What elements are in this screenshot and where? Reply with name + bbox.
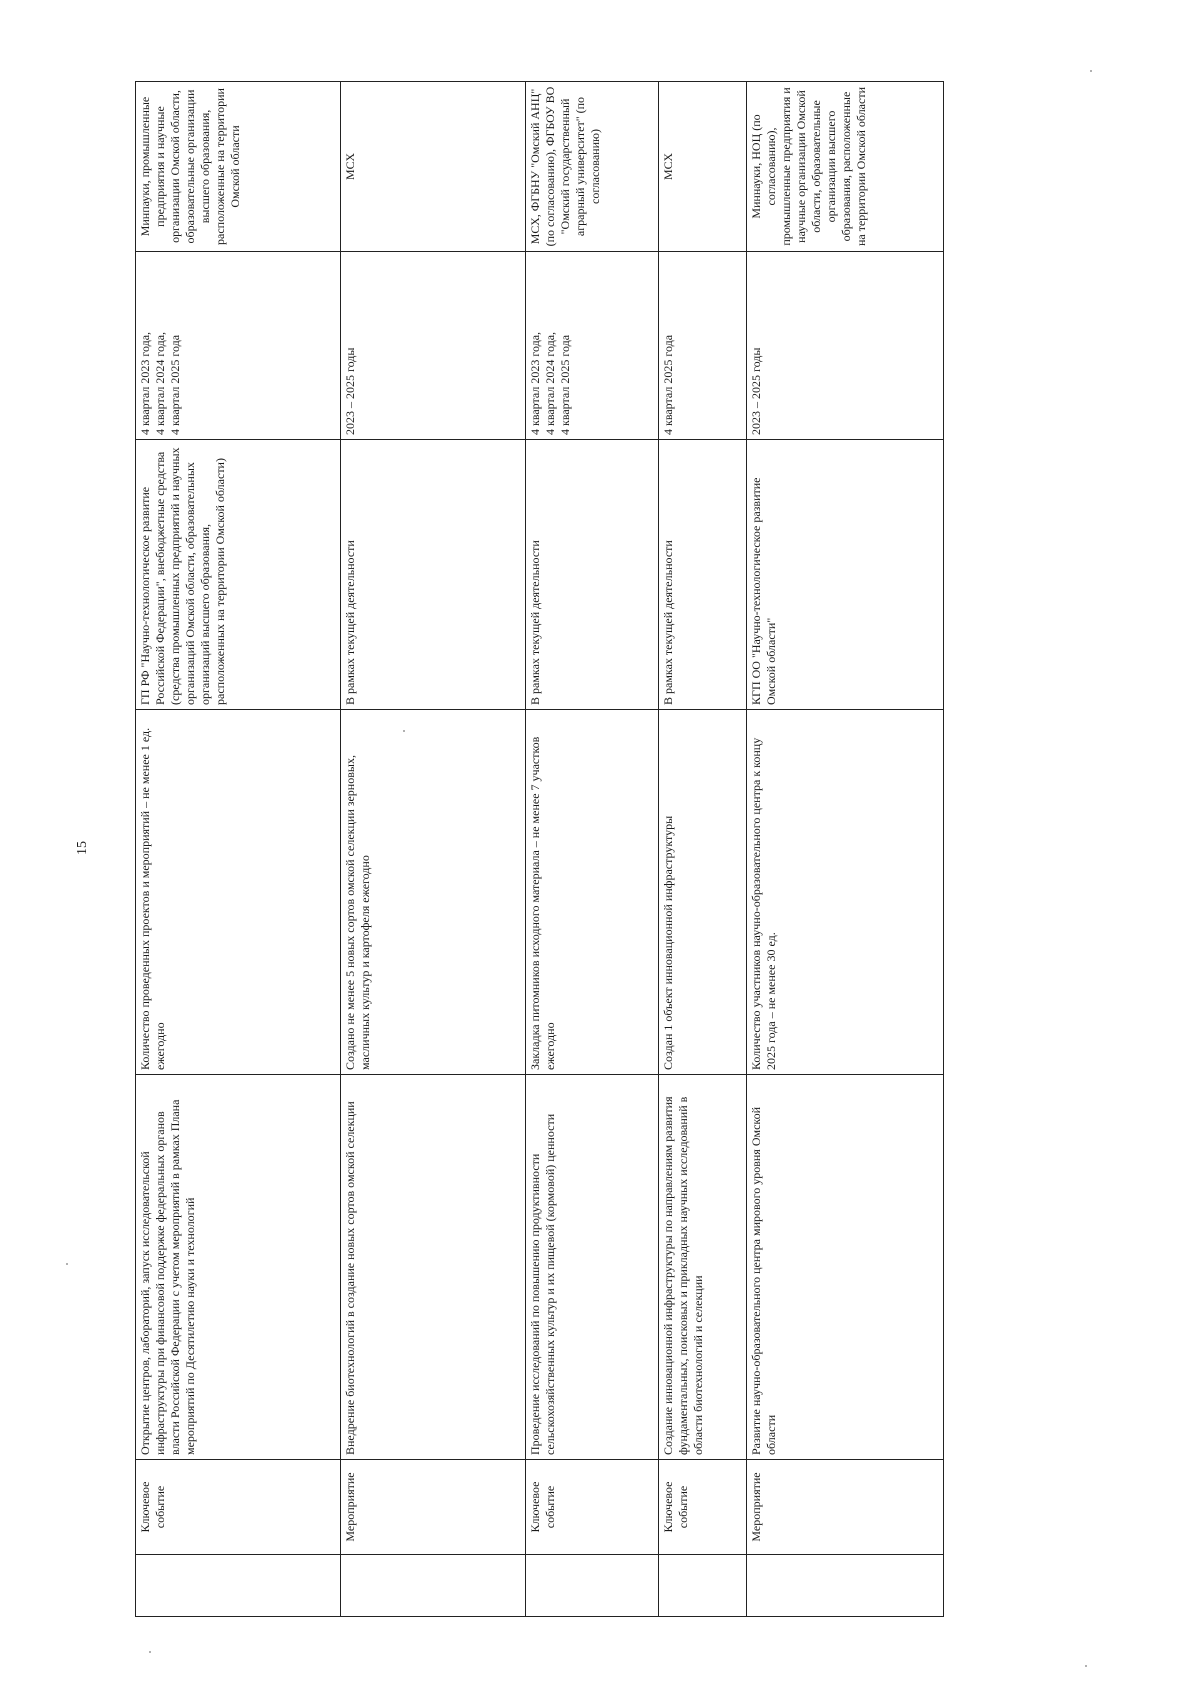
row-responsible: МСХ, ФГБНУ "Омский АНЦ" (по согласованию), ФГБОУ ВО "Омский государственный аграрный университет" (по согласованию) xyxy=(526,82,659,252)
scan-speck xyxy=(149,1651,151,1653)
row-timing xyxy=(659,252,747,440)
row-indicator: Количество проведенных проектов и мероприятий – не менее 1 ед. ежегодно xyxy=(136,710,341,1075)
row-number-cell xyxy=(747,1555,944,1617)
table-row xyxy=(136,82,341,1617)
row-responsible: Миннауки, НОЦ (по согласованию), промышленные предприятия и научные организации Омской области, образовательные организации высшего образования, расположенные на территории Омской области xyxy=(747,82,944,252)
row-timing xyxy=(136,252,341,440)
row-type: Ключевое событие xyxy=(526,1460,659,1555)
scan-speck xyxy=(1090,70,1092,72)
row-indicator: Создано не менее 5 новых сортов омской селекции зерновых, масличных культур и картофеля ежегодно xyxy=(341,710,526,1075)
timing-line: 4 квартал 2024 года, xyxy=(543,331,557,435)
row-name: Развитие научно-образовательного центра мирового уровня Омской области xyxy=(747,1075,944,1460)
row-responsible: Минпауки, промышленные предприятия и научные организации Омской области, образовательные организации высшего образования, расположенные на территории Омской области xyxy=(136,82,341,252)
row-source: В рамках текущей деятельности xyxy=(659,440,747,710)
row-timing xyxy=(526,252,659,440)
row-source: КГП ОО "Научно-технологическое развитие Омской области" xyxy=(747,440,944,710)
timing-line: 4 квартал 2023 года, xyxy=(528,331,542,435)
row-timing xyxy=(747,252,944,440)
row-type: Мероприятие xyxy=(747,1460,944,1555)
row-responsible: МСХ xyxy=(341,82,526,252)
row-source: В рамках текущей деятельности xyxy=(526,440,659,710)
row-number-cell xyxy=(526,1555,659,1617)
timing-line: 2023 – 2025 годы xyxy=(343,347,357,435)
row-number-cell xyxy=(136,1555,341,1617)
row-indicator: Закладка питомников исходного материала – не менее 7 участков ежегодно xyxy=(526,710,659,1075)
row-name: Создание инновационной инфраструктуры по направлениям развития фундаментальных, поисковых и прикладных научных исследований в области биотехнологий и селекции xyxy=(659,1075,747,1460)
row-type: Ключевое событие xyxy=(659,1460,747,1555)
timing-line: 4 квартал 2024 года, xyxy=(153,331,167,435)
scan-speck xyxy=(403,730,405,732)
row-number-cell xyxy=(659,1555,747,1617)
row-timing xyxy=(341,252,526,440)
timing-line: 2023 – 2025 годы xyxy=(749,347,763,435)
row-indicator: Количество участников научно-образовательного центра к концу 2025 года – не менее 30 ед. xyxy=(747,710,944,1075)
timing-line: 4 квартал 2025 года xyxy=(558,334,572,435)
scan-speck xyxy=(66,1263,68,1265)
row-name: Проведение исследований по повышению продуктивности сельскохозяйственных культур и их пищевой (кормовой) ценности xyxy=(526,1075,659,1460)
timing-line: 4 квартал 2025 года xyxy=(661,334,675,435)
table-row xyxy=(659,82,747,1617)
row-indicator: Создан 1 объект инновационной инфраструктуры xyxy=(659,710,747,1075)
row-name: Внедрение биотехнологий в создание новых сортов омской селекции xyxy=(341,1075,526,1460)
row-source: В рамках текущей деятельности xyxy=(341,440,526,710)
row-name: Открытие центров, лабораторий, запуск исследовательской инфраструктуры при финансовой поддержке федеральных органов власти Российской Федерации с учетом мероприятий в рамках Плана мероприятий по Десятилетию науки и технологий xyxy=(136,1075,341,1460)
timing-line: 4 квартал 2023 года, xyxy=(138,331,152,435)
row-responsible: МСХ xyxy=(659,82,747,252)
table-row xyxy=(526,82,659,1617)
timing-line: 4 квартал 2025 года xyxy=(168,334,182,435)
row-type: Ключевое событие xyxy=(136,1460,341,1555)
row-source: ГП РФ "Научно-технологическое развитие Российской Федерации", внебюджетные средства (средства промышленных предприятий и научных организаций Омской области, образовательных организаций высшего образования, расположенных на территории Омской области) xyxy=(136,440,341,710)
row-number-cell xyxy=(341,1555,526,1617)
rotated-table-wrapper xyxy=(135,82,943,1617)
page-number: 15 xyxy=(75,841,90,855)
events-table xyxy=(135,81,944,1617)
scan-speck xyxy=(1085,1665,1087,1667)
table-row xyxy=(747,82,944,1617)
row-type: Мероприятие xyxy=(341,1460,526,1555)
table-row xyxy=(341,82,526,1617)
